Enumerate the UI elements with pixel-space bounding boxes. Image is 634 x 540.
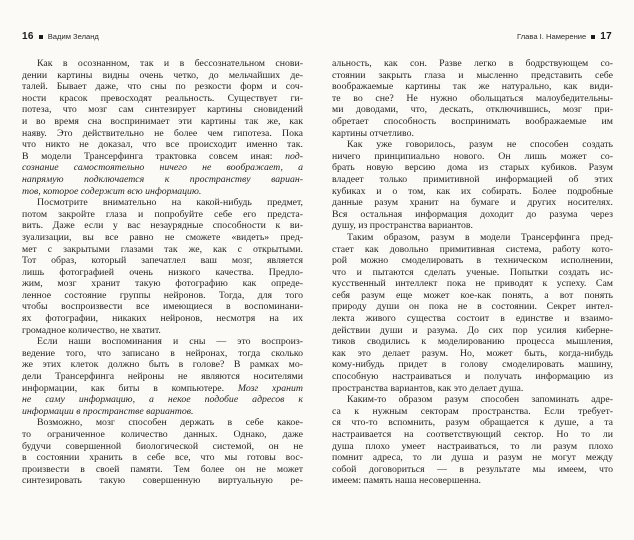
text-line: потеза, что мозг сам синтезирует картины сновидений xyxy=(22,104,303,116)
text-line: имеем: память наша несовершенна. xyxy=(332,475,482,487)
text-line: помнит адреса, то ли душа и разум не могут между xyxy=(332,452,613,464)
text-line: громадное количество, не хватит. xyxy=(22,324,161,336)
text-line: ничего принципиально нового. Он лишь может со- xyxy=(332,150,613,162)
text-line: альность, как сон. Разве легко в бодрствующем со- xyxy=(332,58,613,69)
text-line: настраивается на соответствующий сектор. Но то ли xyxy=(332,429,613,440)
text-line: лекта живого существа состоит в единстве и взаимо- xyxy=(332,313,613,325)
text-line: вить. Даже если у вас незаурядные способности к ви- xyxy=(22,220,303,232)
text-line: и во время сна воспринимает эти картины так же, как xyxy=(22,115,303,127)
text-line: себя разум еще может кое-как понять, а вот понять xyxy=(332,289,613,301)
text-line: Возможно, мозг способен держать в себе какое- xyxy=(37,417,303,429)
text-line: кубиках и о том, как их собирать. Более подробные xyxy=(332,185,613,197)
text-line: действии души и разума. До сих пор усилия киберне- xyxy=(332,324,613,336)
text-line: стает как довольно примитивная система, работу кото- xyxy=(332,243,613,255)
text-line: владеет только примитивной информацией об этих xyxy=(332,173,613,185)
text-line: душу, из пространства вариантов. xyxy=(332,220,473,232)
text-line: будучи совершенной биологической системой, он не xyxy=(22,440,303,452)
left-page-number: 16 xyxy=(22,31,34,42)
right-page-body xyxy=(332,58,613,487)
text-line: Как уже говорилось, разум не способен создать xyxy=(347,139,613,151)
text-line: чтобы воспроизвести все имеющиеся в воспоминани- xyxy=(22,301,303,313)
text-line: Вся остальная информация доходит до разума через xyxy=(332,208,613,220)
text-line: природу души он пока не в состоянии. Секрет интел- xyxy=(332,301,613,313)
text-line: напрямую подключается к пространству вариан- xyxy=(22,173,303,185)
text-line: как это делает разум. Но, может быть, когда-нибудь xyxy=(332,347,613,359)
text-line: картины отчетливо. xyxy=(332,127,414,139)
text-line: Посмотрите внимательно на какой-нибудь предмет, xyxy=(37,197,303,209)
text-line: са к нужным секторам пространства. Если требует- xyxy=(332,405,613,417)
text-line: кусственный интеллект пока не приводят к успеху. Сам xyxy=(332,278,613,290)
right-page-number: 17 xyxy=(600,31,612,42)
text-line: в состоянии хранить в себе все, что мы готовы вос- xyxy=(22,452,303,464)
text-line: зуализации, вы все равно не сможете «видеть» пред- xyxy=(22,231,303,243)
text-line: же этих клеток должно быть в голове? В рамках мо- xyxy=(22,359,303,371)
text-line: наяву. Это действительно не более чем гипотеза. Пока xyxy=(22,127,303,139)
text-line: В модели Трансерфинга трактовка совсем иная: под- xyxy=(22,150,303,162)
left-running-head xyxy=(22,30,303,43)
text-line: душа плохо умеет настраиваться, то ли разум плохо xyxy=(332,440,613,452)
text-line: способную настраиваться и получать информацию из xyxy=(332,371,613,383)
text-line: ся что-то вспомнить, разум обращается к душе, а та xyxy=(332,417,613,429)
square-bullet-icon xyxy=(591,35,595,39)
text-line: Таким образом, разум в модели Трансерфинга пред- xyxy=(347,231,613,243)
text-line: ленное состояние группы нейронов. Тогда, для того xyxy=(22,289,303,301)
text-line: ми доводами, что, дескать, отключившись, мозг при- xyxy=(332,104,613,116)
text-line: Тот образ, который запечатлел ваш мозг, является xyxy=(22,255,303,267)
text-line: что и пытаются сделать ученые. Попытки создать ис- xyxy=(332,266,613,278)
text-line: синтезировать такую совершенную виртуальную ре- xyxy=(22,475,303,487)
text-line: данные разум хранит на бумаге и других носителях. xyxy=(332,197,613,209)
text-line: ности красок превосходят реальность. Существует ги- xyxy=(22,92,303,104)
text-line: брать новую версию дома из старых кубиков. Разум xyxy=(332,162,613,174)
text-line: дели Трансерфинга нейроны не являются носителями xyxy=(22,371,303,383)
left-running-title: Вадим Зеланд xyxy=(47,32,99,41)
text-line: ях фотографии, никаких нейронов, несмотря на их xyxy=(22,313,303,325)
left-page-body xyxy=(22,58,303,487)
text-line: не саму информацию, а некое подобие адресов к xyxy=(22,394,303,406)
text-line: произвести в своей памяти. Тем более он не может xyxy=(22,463,303,475)
text-line: ведение того, что записано в нейронах, тогда сколько xyxy=(22,347,303,359)
text-line: сознание самостоятельно ничего не воображает, а xyxy=(22,162,303,174)
text-line: рой можно смоделировать в техническом исполнении, xyxy=(332,255,613,267)
text-line: Каким-то образом разум способен запоминать адре- xyxy=(347,394,613,406)
text-line: Если наши воспоминания и сны — это воспроиз- xyxy=(37,336,303,348)
text-line: пространства вариантов, как это делает душа. xyxy=(332,382,524,394)
text-line: тов, которое содержит всю информацию. xyxy=(22,185,202,197)
text-line: дении картины видны очень четко, до мельчайших де- xyxy=(22,69,303,81)
text-line: стоянии закрыть глаза и мысленно представить себе xyxy=(332,69,613,81)
text-line: потом закройте глаза и попробуйте себе его предста- xyxy=(22,208,303,220)
square-bullet-icon xyxy=(39,35,43,39)
text-line: информации в пространстве вариантов. xyxy=(22,405,194,417)
right-running-head xyxy=(332,30,612,43)
text-line: лишь фотографией очень низкого качества. Предло- xyxy=(22,266,303,278)
text-line: информации, как биты в компьютере. Мозг хранит xyxy=(22,382,303,394)
text-line: талей. Бывает даже, что сны по резкости форм и соч- xyxy=(22,81,303,93)
text-line: кому-нибудь придет в голову смоделировать машину, xyxy=(332,359,613,371)
text-line: жим, мозг хранит такую фотографию как опреде- xyxy=(22,278,303,290)
text-line: воображаемые картины так же натурально, как види- xyxy=(332,81,613,93)
text-line: мет с закрытыми глазами так же, как с открытыми. xyxy=(22,243,303,255)
right-page xyxy=(317,0,634,540)
text-line: Как в осознанном, так и в бессознательном снови- xyxy=(37,58,303,69)
text-line: обретает способность воспринимать воображаемые им xyxy=(332,115,613,127)
text-line: тиков сводились к моделированию процесса мышления, xyxy=(332,336,613,348)
text-line: собой договориться — в результате мы имеем, что xyxy=(332,463,613,475)
text-line: то ограниченное количество данных. Однако, даже xyxy=(22,429,303,440)
text-line: те во сне? Не нужно обольщаться малоубедительны- xyxy=(332,92,613,104)
right-running-title: Глава I. Намерение xyxy=(517,32,587,41)
text-line: что никто не доказал, что все происходит именно так. xyxy=(22,139,303,151)
